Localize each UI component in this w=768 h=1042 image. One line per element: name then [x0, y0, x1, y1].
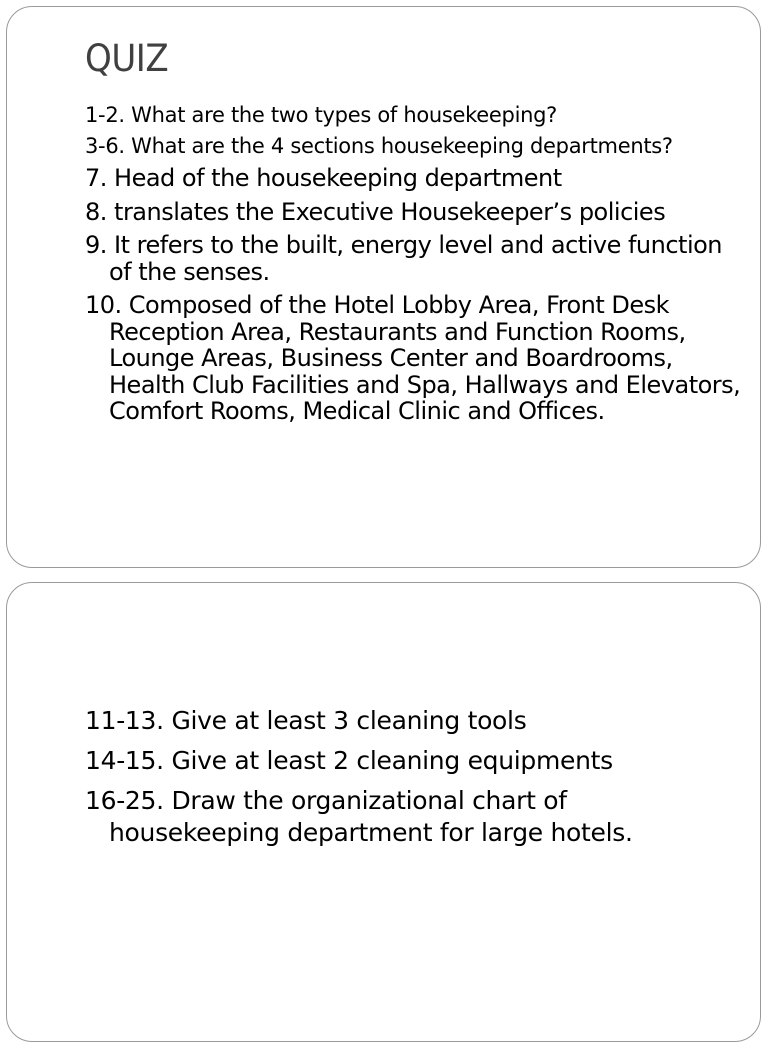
quiz-slide-1 — [6, 6, 761, 568]
question-item-7: 7. Head of the housekeeping department — [85, 164, 562, 192]
question-item-14-15: 14-15. Give at least 2 cleaning equipments — [85, 746, 613, 775]
question-list — [85, 103, 745, 432]
question-item-9: 9. It refers to the built, energy level and active function of the senses. — [85, 231, 723, 286]
question-item-10: 10. Composed of the Hotel Lobby Area, Front Desk Reception Area, Restaurants and Function Rooms, Lounge Areas, Business Center and Boardrooms, Health Club Facilities and Spa, Hallways and Elevators, Comfort Rooms, Medical Clinic and Offices. — [85, 291, 741, 425]
question-item-11-13: 11-13. Give at least 3 cleaning tools — [85, 706, 527, 735]
question-item-16-25: 16-25. Draw the organizational chart of housekeeping department for large hotels. — [85, 786, 633, 847]
question-item-8: 8. translates the Executive Housekeeper’s policies — [85, 197, 666, 226]
slide-title: QUIZ — [85, 37, 169, 80]
question-item-3-6: 3-6. What are the 4 sections housekeeping departments? — [85, 134, 673, 158]
quiz-slide-2 — [6, 582, 761, 1042]
question-list-continued — [85, 705, 725, 857]
question-item-1-2: 1-2. What are the two types of housekeeping? — [85, 103, 557, 127]
